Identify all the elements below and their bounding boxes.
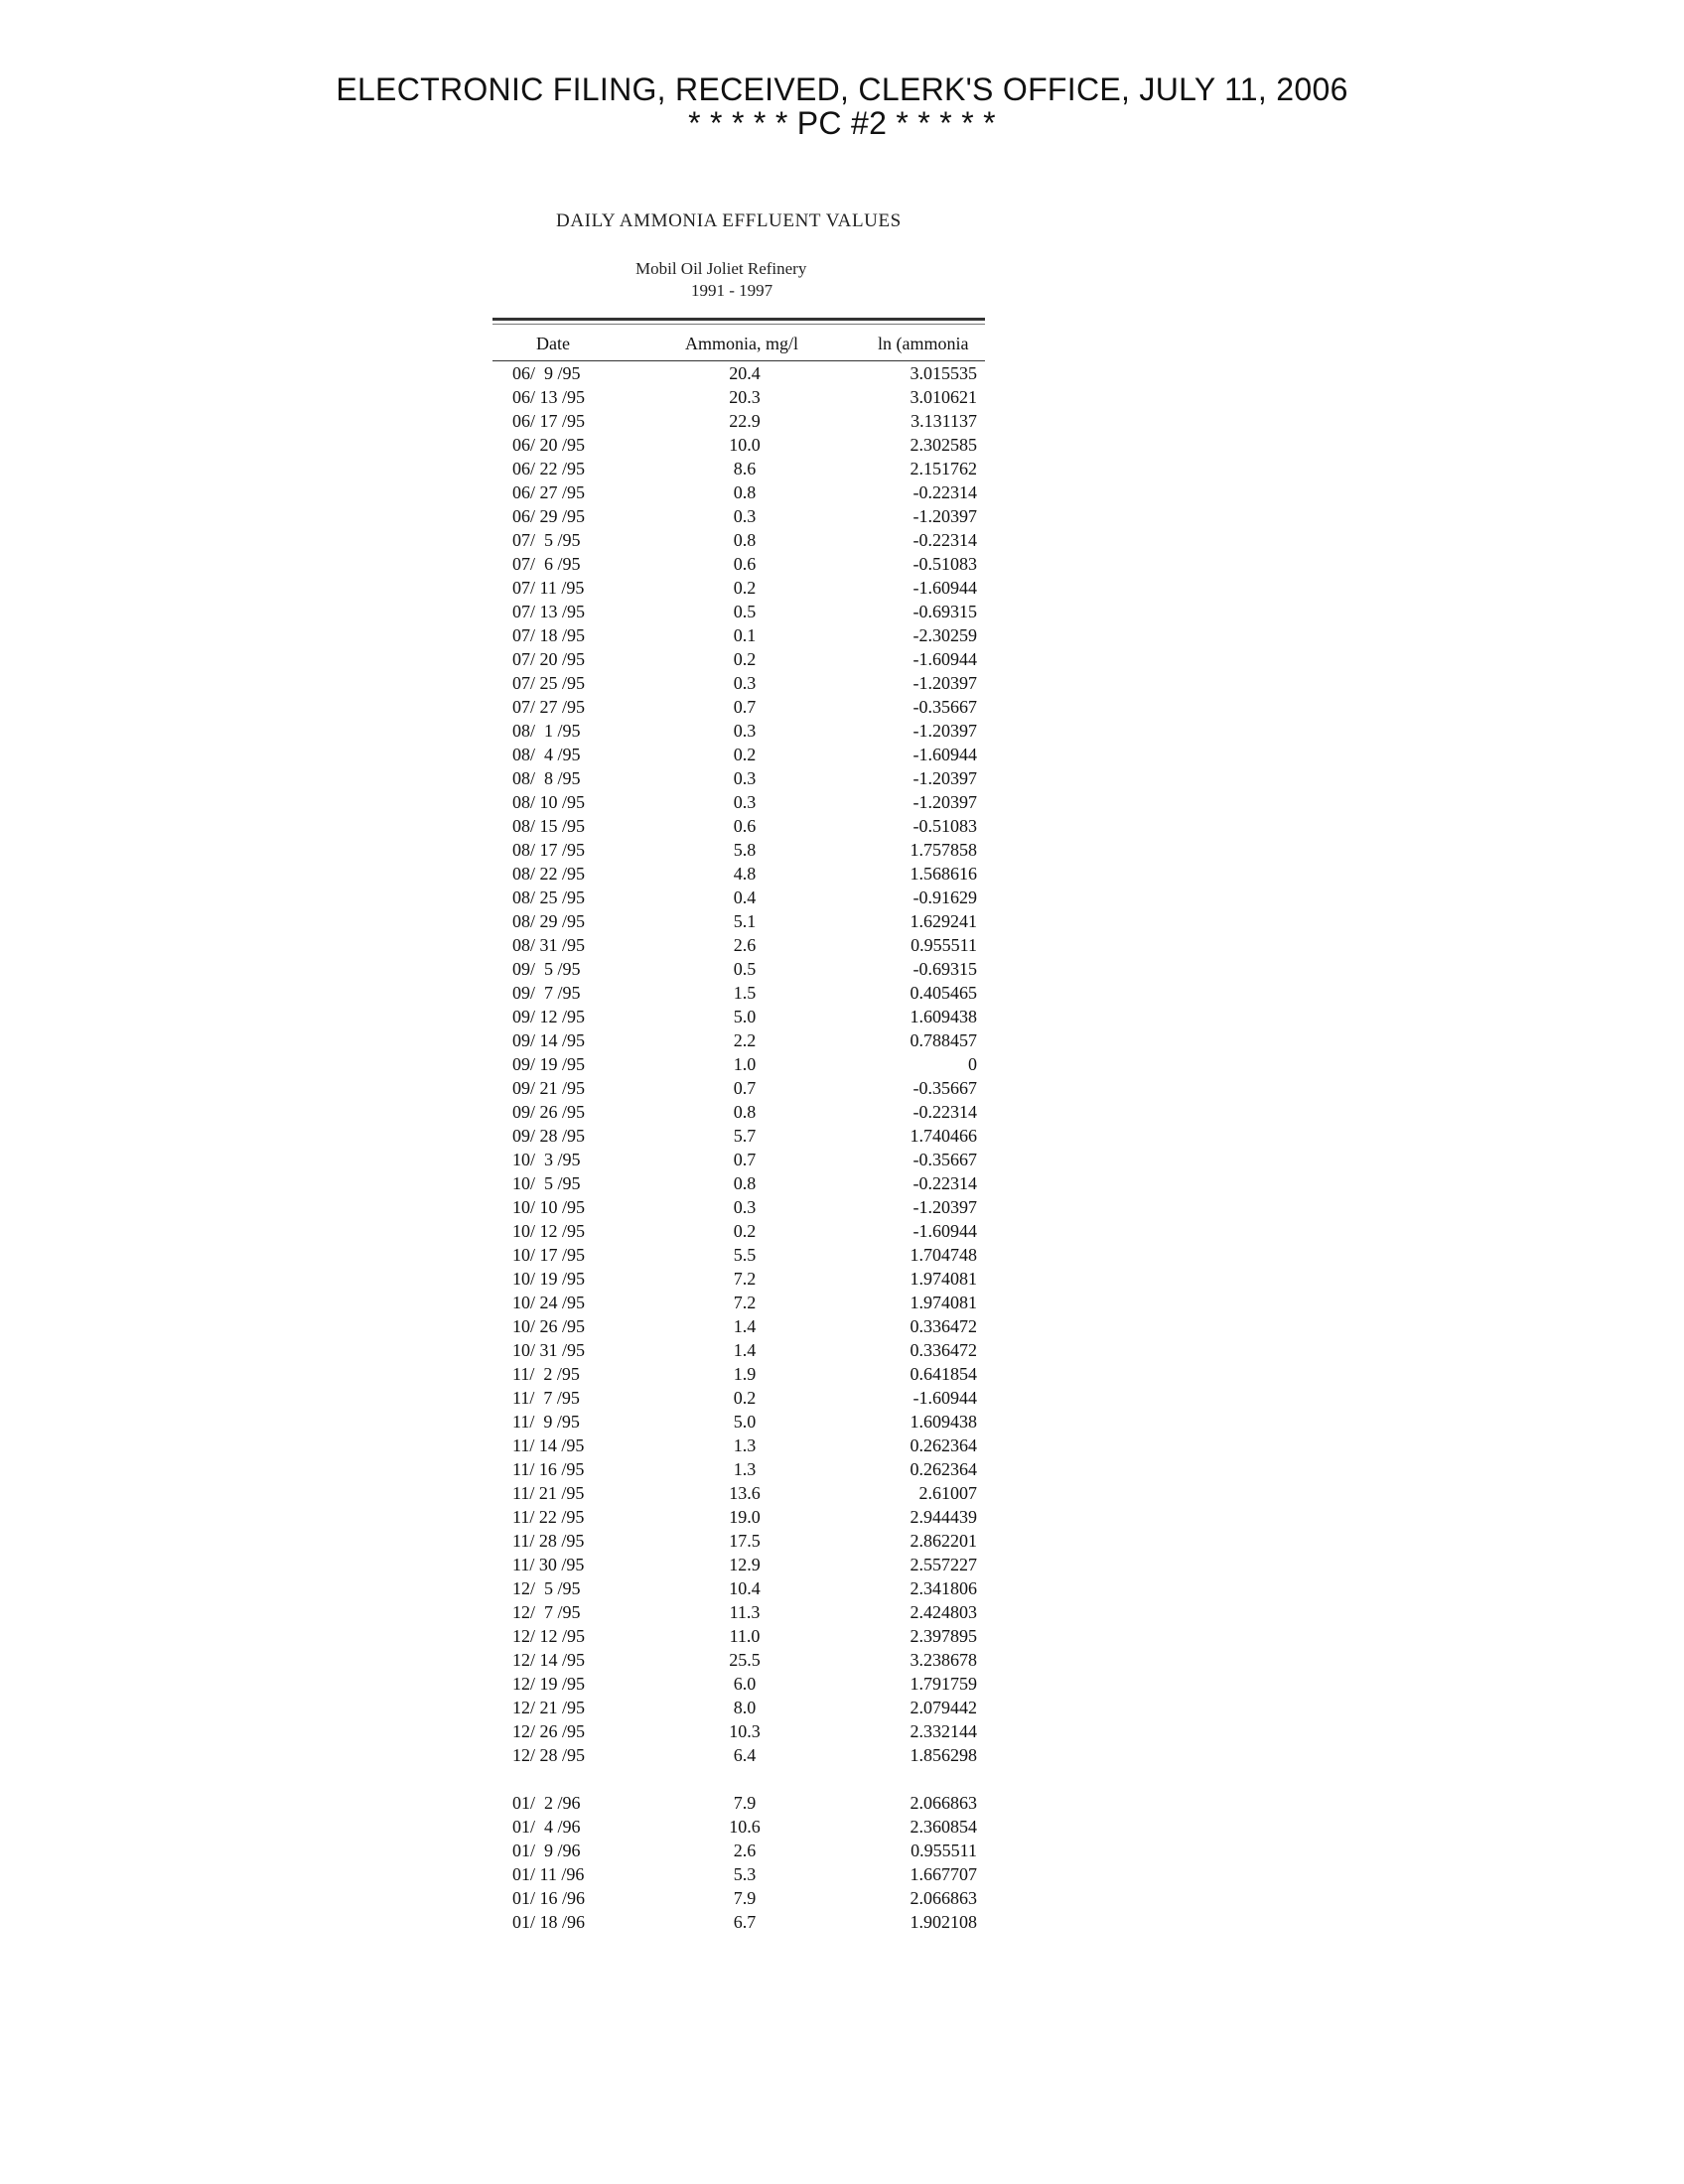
table-row [0,411,1684,435]
ln-ammonia-cell: 0.262364 [910,1435,977,1455]
table-row [0,911,1684,935]
ln-ammonia-cell: -1.60944 [912,1388,977,1408]
ammonia-cell: 0.2 [733,1221,757,1241]
ammonia-cell: 0.1 [733,625,757,645]
date-cell: 11/ 9 /95 [512,1412,580,1432]
ammonia-cell: 1.5 [733,983,757,1003]
date-cell: 10/ 12 /95 [512,1221,586,1241]
table-row [0,1793,1684,1817]
table-row [0,1578,1684,1602]
ammonia-cell: 6.7 [733,1912,757,1932]
date-cell: 08/ 4 /95 [512,745,581,764]
date-cell: 01/ 16 /96 [512,1888,586,1908]
table-row [0,721,1684,745]
table-row [0,745,1684,768]
ammonia-cell: 0.7 [733,1078,757,1098]
ammonia-cell: 22.9 [729,411,761,431]
ln-ammonia-cell: 2.066863 [910,1793,977,1813]
date-cell: 09/ 12 /95 [512,1007,586,1026]
ln-ammonia-cell: -0.22314 [912,1102,977,1122]
table-row [0,554,1684,578]
table-row [0,792,1684,816]
ln-ammonia-cell: -0.22314 [912,1173,977,1193]
table-row [0,1102,1684,1126]
ln-ammonia-cell: 1.902108 [910,1912,977,1932]
ammonia-cell: 2.2 [733,1030,757,1050]
ln-ammonia-cell: 2.151762 [910,459,977,478]
ammonia-cell: 5.8 [733,840,757,860]
ammonia-cell: 0.3 [733,721,757,741]
ammonia-cell: 0.8 [733,1102,757,1122]
ln-ammonia-cell: 2.341806 [910,1578,977,1598]
ammonia-cell: 10.0 [729,435,761,455]
date-cell: 10/ 3 /95 [512,1150,581,1169]
ammonia-cell: 0.7 [733,697,757,717]
date-cell: 01/ 18 /96 [512,1912,586,1932]
ln-ammonia-cell: -0.69315 [912,959,977,979]
ammonia-cell: 2.6 [733,1841,757,1860]
date-cell: 12/ 28 /95 [512,1745,586,1765]
ammonia-cell: 0.8 [733,482,757,502]
ammonia-cell: 0.5 [733,602,757,621]
ammonia-cell: 0.2 [733,578,757,598]
table-row [0,1197,1684,1221]
table-row [0,1435,1684,1459]
ammonia-cell: 1.0 [733,1054,757,1074]
date-cell: 09/ 14 /95 [512,1030,586,1050]
ammonia-cell: 5.0 [733,1007,757,1026]
table-row [0,1721,1684,1745]
date-cell: 06/ 27 /95 [512,482,586,502]
table-row [0,1293,1684,1316]
ammonia-cell: 1.4 [733,1340,757,1360]
ln-ammonia-cell: 0.955511 [911,1841,977,1860]
table-row [0,1078,1684,1102]
table-top-rule [492,318,985,321]
ammonia-cell: 0.3 [733,673,757,693]
ln-ammonia-cell: -0.22314 [912,530,977,550]
ammonia-cell: 25.5 [729,1650,761,1670]
date-cell: 08/ 10 /95 [512,792,586,812]
date-cell: 10/ 17 /95 [512,1245,586,1265]
table-row [0,1316,1684,1340]
date-cell: 06/ 13 /95 [512,387,586,407]
table-row [0,1459,1684,1483]
date-cell: 08/ 17 /95 [512,840,586,860]
ln-ammonia-cell: 1.704748 [910,1245,977,1265]
date-cell: 10/ 24 /95 [512,1293,586,1312]
ln-ammonia-cell: -0.22314 [912,482,977,502]
table-row [0,1888,1684,1912]
ln-ammonia-cell: 2.862201 [910,1531,977,1551]
ln-ammonia-cell: 2.944439 [910,1507,977,1527]
table-row [0,1912,1684,1936]
table-row [0,1150,1684,1173]
ln-ammonia-cell: 2.079442 [910,1698,977,1717]
ammonia-cell: 5.1 [733,911,757,931]
date-cell: 08/ 31 /95 [512,935,586,955]
ammonia-cell: 8.6 [733,459,757,478]
ln-ammonia-cell: 1.791759 [910,1674,977,1694]
table-row [0,1864,1684,1888]
ammonia-cell: 0.3 [733,792,757,812]
table-row [0,1602,1684,1626]
date-cell: 07/ 25 /95 [512,673,586,693]
date-cell: 11/ 14 /95 [512,1435,585,1455]
year-range: 1991 - 1997 [691,281,773,300]
date-cell: 06/ 20 /95 [512,435,586,455]
date-cell: 11/ 22 /95 [512,1507,585,1527]
date-cell: 07/ 27 /95 [512,697,586,717]
ln-ammonia-cell: 1.974081 [910,1269,977,1289]
table-row [0,1745,1684,1769]
date-cell: 07/ 6 /95 [512,554,581,574]
ln-ammonia-cell: 1.667707 [910,1864,977,1884]
date-cell: 01/ 2 /96 [512,1793,581,1813]
ammonia-cell: 7.9 [733,1793,757,1813]
table-row [0,459,1684,482]
table-row [0,935,1684,959]
ammonia-cell: 20.4 [729,363,761,383]
ln-ammonia-cell: -1.60944 [912,649,977,669]
ln-ammonia-cell: 2.360854 [910,1817,977,1837]
ln-ammonia-cell: 1.609438 [910,1412,977,1432]
date-cell: 06/ 29 /95 [512,506,586,526]
date-cell: 07/ 13 /95 [512,602,586,621]
date-cell: 10/ 10 /95 [512,1197,586,1217]
date-cell: 09/ 21 /95 [512,1078,586,1098]
ammonia-cell: 0.8 [733,1173,757,1193]
ln-ammonia-cell: 1.740466 [910,1126,977,1146]
ln-ammonia-cell: 0.955511 [911,935,977,955]
ammonia-cell: 19.0 [729,1507,761,1527]
date-cell: 09/ 5 /95 [512,959,581,979]
table-row [0,387,1684,411]
ammonia-cell: 11.0 [729,1626,761,1646]
ln-ammonia-cell: 3.238678 [910,1650,977,1670]
ln-ammonia-cell: -1.20397 [912,673,977,693]
ammonia-cell: 6.4 [733,1745,757,1765]
ln-ammonia-cell: 2.61007 [918,1483,977,1503]
table-row [0,1555,1684,1578]
table-row [0,1245,1684,1269]
date-cell: 11/ 2 /95 [512,1364,580,1384]
date-cell: 11/ 30 /95 [512,1555,585,1574]
ln-ammonia-cell: 0.262364 [910,1459,977,1479]
date-cell: 06/ 9 /95 [512,363,581,383]
ln-ammonia-cell: -1.20397 [912,1197,977,1217]
ammonia-cell: 1.9 [733,1364,757,1384]
ln-ammonia-cell: -0.35667 [912,1078,977,1098]
date-cell: 12/ 19 /95 [512,1674,586,1694]
date-cell: 11/ 21 /95 [512,1483,585,1503]
ammonia-cell: 10.3 [729,1721,761,1741]
date-cell: 01/ 11 /96 [512,1864,585,1884]
table-row [0,363,1684,387]
ammonia-cell: 1.4 [733,1316,757,1336]
table-row [0,1126,1684,1150]
ammonia-cell: 0.8 [733,530,757,550]
ln-ammonia-cell: 1.609438 [910,1007,977,1026]
ammonia-cell: 0.3 [733,768,757,788]
ln-ammonia-cell: 1.568616 [910,864,977,884]
ln-ammonia-cell: 1.629241 [910,911,977,931]
date-cell: 10/ 26 /95 [512,1316,586,1336]
table-row [0,1173,1684,1197]
table-row [0,983,1684,1007]
ln-ammonia-cell: 0.405465 [910,983,977,1003]
ln-ammonia-cell: -0.91629 [912,887,977,907]
ln-ammonia-cell: -1.60944 [912,1221,977,1241]
ammonia-cell: 0.2 [733,649,757,669]
date-cell: 10/ 5 /95 [512,1173,581,1193]
ammonia-cell: 0.6 [733,816,757,836]
table-row [0,1817,1684,1841]
table-row [0,1626,1684,1650]
ammonia-cell: 0.3 [733,506,757,526]
ln-ammonia-cell: -2.30259 [912,625,977,645]
ln-ammonia-cell: -1.20397 [912,506,977,526]
date-cell: 12/ 7 /95 [512,1602,581,1622]
ammonia-cell: 20.3 [729,387,761,407]
date-cell: 08/ 8 /95 [512,768,581,788]
table-row [0,482,1684,506]
table-row [0,506,1684,530]
table-row [0,435,1684,459]
table-row [0,625,1684,649]
date-cell: 12/ 26 /95 [512,1721,586,1741]
ammonia-cell: 6.0 [733,1674,757,1694]
ammonia-cell: 0.2 [733,745,757,764]
table-row [0,649,1684,673]
date-cell: 06/ 22 /95 [512,459,586,478]
ln-ammonia-cell: -1.20397 [912,792,977,812]
table-row [0,1507,1684,1531]
ln-ammonia-cell: 0.788457 [910,1030,977,1050]
ammonia-cell: 5.5 [733,1245,757,1265]
date-cell: 09/ 28 /95 [512,1126,586,1146]
table-row [0,1030,1684,1054]
date-cell: 11/ 28 /95 [512,1531,585,1551]
ammonia-cell: 10.6 [729,1817,761,1837]
date-cell: 08/ 25 /95 [512,887,586,907]
ammonia-cell: 2.6 [733,935,757,955]
ln-ammonia-cell: -1.60944 [912,745,977,764]
ammonia-cell: 13.6 [729,1483,761,1503]
date-cell: 06/ 17 /95 [512,411,586,431]
table-row [0,578,1684,602]
table-row [0,864,1684,887]
ln-ammonia-cell: 2.302585 [910,435,977,455]
table-row [0,530,1684,554]
date-cell: 07/ 11 /95 [512,578,585,598]
ln-ammonia-cell: -0.51083 [912,554,977,574]
date-cell: 10/ 31 /95 [512,1340,586,1360]
table-row [0,1340,1684,1364]
ammonia-cell: 4.8 [733,864,757,884]
date-cell: 08/ 22 /95 [512,864,586,884]
date-cell: 08/ 1 /95 [512,721,581,741]
ln-ammonia-cell: 2.424803 [910,1602,977,1622]
table-row [0,1007,1684,1030]
header-date: Date [536,334,570,353]
ln-ammonia-cell: 3.010621 [910,387,977,407]
ammonia-cell: 5.3 [733,1864,757,1884]
ln-ammonia-cell: 1.757858 [910,840,977,860]
date-cell: 07/ 18 /95 [512,625,586,645]
ammonia-cell: 7.2 [733,1269,757,1289]
ln-ammonia-cell: 0 [968,1054,977,1074]
table-row [0,1698,1684,1721]
document-title: DAILY AMMONIA EFFLUENT VALUES [556,210,902,231]
date-cell: 08/ 15 /95 [512,816,586,836]
table-row [0,816,1684,840]
ln-ammonia-cell: -0.35667 [912,1150,977,1169]
ammonia-cell: 7.9 [733,1888,757,1908]
ammonia-cell: 8.0 [733,1698,757,1717]
ammonia-data-table [0,363,1684,1936]
header-ammonia: Ammonia, mg/l [685,334,798,353]
table-row [0,1221,1684,1245]
date-cell: 09/ 7 /95 [512,983,581,1003]
ammonia-cell: 10.4 [729,1578,761,1598]
table-row [0,1841,1684,1864]
ln-ammonia-cell: -0.51083 [912,816,977,836]
ln-ammonia-cell: -0.35667 [912,697,977,717]
date-cell: 12/ 14 /95 [512,1650,586,1670]
ln-ammonia-cell: -0.69315 [912,602,977,621]
table-row [0,1674,1684,1698]
ln-ammonia-cell: 2.397895 [910,1626,977,1646]
date-cell: 12/ 12 /95 [512,1626,586,1646]
table-row [0,887,1684,911]
ammonia-cell: 0.4 [733,887,757,907]
filing-stamp-line-2: * * * * * PC #2 * * * * * [688,105,996,141]
table-row [0,1269,1684,1293]
date-cell: 12/ 21 /95 [512,1698,586,1717]
ln-ammonia-cell: 2.557227 [910,1555,977,1574]
ammonia-cell: 7.2 [733,1293,757,1312]
header-rule [492,360,985,361]
table-row [0,1483,1684,1507]
date-cell: 07/ 20 /95 [512,649,586,669]
ammonia-cell: 17.5 [729,1531,761,1551]
company-name: Mobil Oil Joliet Refinery [635,259,807,278]
ln-ammonia-cell: 2.066863 [910,1888,977,1908]
ln-ammonia-cell: -1.20397 [912,721,977,741]
header-ln-ammonia: ln (ammonia [878,334,969,353]
ammonia-cell: 0.2 [733,1388,757,1408]
date-cell: 10/ 19 /95 [512,1269,586,1289]
ammonia-cell: 12.9 [729,1555,761,1574]
date-cell: 08/ 29 /95 [512,911,586,931]
ln-ammonia-cell: 1.974081 [910,1293,977,1312]
ammonia-cell: 1.3 [733,1435,757,1455]
ammonia-cell: 5.0 [733,1412,757,1432]
table-top-rule-thin [492,324,985,325]
date-cell: 11/ 16 /95 [512,1459,585,1479]
table-row [0,1650,1684,1674]
filing-stamp-line-1: ELECTRONIC FILING, RECEIVED, CLERK'S OFFICE, JULY 11, 2006 [336,71,1348,107]
ln-ammonia-cell: 2.332144 [910,1721,977,1741]
table-row [0,959,1684,983]
table-row [0,840,1684,864]
date-cell: 09/ 26 /95 [512,1102,586,1122]
ln-ammonia-cell: 0.336472 [910,1316,977,1336]
date-cell: 07/ 5 /95 [512,530,581,550]
table-row [0,1364,1684,1388]
ln-ammonia-cell: -1.20397 [912,768,977,788]
table-row [0,768,1684,792]
date-cell: 01/ 4 /96 [512,1817,581,1837]
ammonia-cell: 1.3 [733,1459,757,1479]
ln-ammonia-cell: 3.015535 [910,363,977,383]
ammonia-cell: 11.3 [729,1602,761,1622]
date-cell: 01/ 9 /96 [512,1841,581,1860]
ln-ammonia-cell: -1.60944 [912,578,977,598]
table-row [0,602,1684,625]
ln-ammonia-cell: 1.856298 [910,1745,977,1765]
ln-ammonia-cell: 3.131137 [911,411,977,431]
date-cell: 11/ 7 /95 [512,1388,580,1408]
ammonia-cell: 0.3 [733,1197,757,1217]
date-cell: 12/ 5 /95 [512,1578,581,1598]
table-row [0,697,1684,721]
table-row [0,1412,1684,1435]
ammonia-cell: 0.7 [733,1150,757,1169]
ammonia-cell: 0.5 [733,959,757,979]
table-row [0,673,1684,697]
table-row [0,1054,1684,1078]
ammonia-cell: 5.7 [733,1126,757,1146]
date-cell: 09/ 19 /95 [512,1054,586,1074]
ln-ammonia-cell: 0.336472 [910,1340,977,1360]
ln-ammonia-cell: 0.641854 [910,1364,977,1384]
ammonia-cell: 0.6 [733,554,757,574]
table-row [0,1531,1684,1555]
table-row [0,1388,1684,1412]
